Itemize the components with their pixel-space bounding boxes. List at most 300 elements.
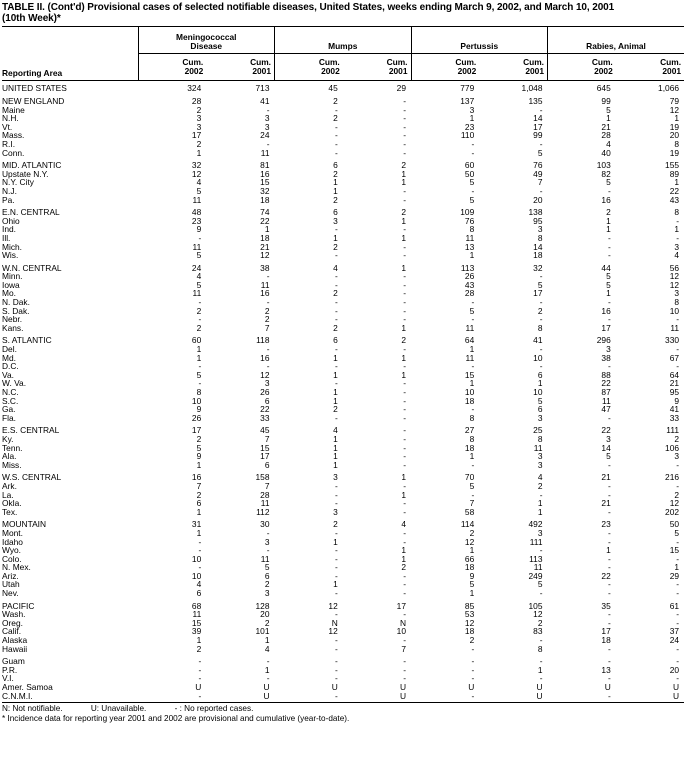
table-cell: - xyxy=(676,536,680,547)
table-cell: 4 xyxy=(537,472,543,483)
table-cell: 41 xyxy=(260,96,270,106)
table-cell: 12 xyxy=(669,279,680,290)
table-cell: 138 xyxy=(528,207,543,218)
table-cell: 15 xyxy=(669,545,680,556)
reporting-area-name: MID. ATLANTIC xyxy=(2,160,62,171)
table-cell: - xyxy=(539,656,543,667)
table-row xyxy=(2,692,684,703)
table-cell: 22 xyxy=(669,185,680,196)
table-cell: - xyxy=(334,480,338,491)
reporting-area-name: Ga. xyxy=(2,404,16,415)
table-cell: 1 xyxy=(674,177,680,188)
table-cell: 10 xyxy=(533,387,543,397)
reporting-area-name: N.Y. City xyxy=(2,177,34,188)
table-cell: 53 xyxy=(464,609,475,620)
table-row xyxy=(2,546,684,555)
table-cell: 1,048 xyxy=(521,82,543,93)
table-row xyxy=(2,482,684,491)
table-cell: - xyxy=(607,643,611,654)
table-cell: - xyxy=(403,673,406,684)
reporting-area-name: Mich. xyxy=(2,241,23,252)
table-cell: 4 xyxy=(264,643,270,654)
table-cell: 15 xyxy=(464,369,475,380)
reporting-area-name: MOUNTAIN xyxy=(2,519,47,530)
table-cell: 110 xyxy=(460,130,475,141)
table-cell: 1 xyxy=(196,147,202,158)
subheader-cum-2002: Cum. 2002 xyxy=(138,54,206,81)
table-cell: - xyxy=(334,412,338,423)
table-cell: 5 xyxy=(606,177,611,188)
table-cell: 5 xyxy=(196,250,202,261)
table-cell: 3 xyxy=(537,412,543,423)
table-cell: 1 xyxy=(196,635,202,646)
table-row xyxy=(2,260,684,273)
table-cell: 113 xyxy=(460,262,475,273)
table-cell: 2 xyxy=(196,433,202,444)
table-cell: - xyxy=(334,305,338,316)
table-cell: 70 xyxy=(464,472,475,483)
table-cell: 1 xyxy=(333,395,338,406)
table-cell: 5 xyxy=(469,177,475,188)
reporting-area-name: Fla. xyxy=(2,412,16,423)
table-cell: 39 xyxy=(191,626,202,637)
table-cell: 21 xyxy=(601,498,611,509)
table-cell: 17 xyxy=(601,626,611,637)
group-header-meningococcal: Meningococcal Disease xyxy=(138,27,275,54)
table-cell: - xyxy=(471,489,475,500)
table-cell: - xyxy=(607,562,611,573)
table-cell: 17 xyxy=(533,121,543,132)
table-cell: 11 xyxy=(602,395,611,406)
table-cell: U xyxy=(263,682,270,692)
table-cell: 1 xyxy=(333,185,338,196)
reporting-area-name: Minn. xyxy=(2,271,23,282)
table-cell: - xyxy=(676,643,680,654)
table-cell: 2 xyxy=(196,643,202,654)
table-cell: 9 xyxy=(196,224,202,235)
table-cell: 6 xyxy=(333,207,338,218)
table-row xyxy=(2,106,684,115)
table-cell: 2 xyxy=(674,489,680,500)
table-cell: 101 xyxy=(255,626,270,637)
table-cell: - xyxy=(607,506,611,517)
table-cell: - xyxy=(676,314,680,325)
reporting-area-name: Md. xyxy=(2,352,16,363)
table-cell: 23 xyxy=(191,215,202,226)
table-cell: U xyxy=(479,692,547,703)
table-cell: 60 xyxy=(464,160,475,171)
table-cell: 19 xyxy=(669,147,680,158)
table-cell: - xyxy=(403,147,406,158)
table-cell: 3 xyxy=(537,459,543,470)
table-cell: N xyxy=(331,617,338,628)
legend-n: N: Not notifiable. xyxy=(2,704,63,714)
table-cell: 4 xyxy=(606,138,611,149)
table-row xyxy=(2,491,684,500)
table-cell: - xyxy=(471,185,475,196)
table-row xyxy=(2,131,684,140)
table-cell: - xyxy=(607,250,611,261)
table-cell: - xyxy=(334,224,338,235)
table-cell: - xyxy=(403,121,406,132)
table-cell: 1 xyxy=(333,433,338,444)
table-cell: 3 xyxy=(606,344,611,355)
table-cell: - xyxy=(403,451,406,462)
table-cell: - xyxy=(403,241,406,252)
table-cell: - xyxy=(471,664,475,675)
table-cell: - xyxy=(334,250,338,261)
table-row xyxy=(2,170,684,179)
table-cell: - xyxy=(334,147,338,158)
table-cell: 5 xyxy=(196,442,202,453)
table-cell: 8 xyxy=(674,207,680,218)
table-cell: 8 xyxy=(537,232,543,243)
reporting-area-name: Mass. xyxy=(2,130,25,141)
table-cell: 1 xyxy=(196,459,202,470)
table-cell: - xyxy=(539,489,543,500)
table-cell: - xyxy=(539,588,543,599)
table-cell: - xyxy=(607,656,611,667)
table-cell: 18 xyxy=(464,442,475,453)
table-cell: 2 xyxy=(537,617,543,628)
table-cell: - xyxy=(471,297,475,308)
table-cell: 82 xyxy=(601,168,611,179)
table-cell: 37 xyxy=(669,626,680,637)
table-cell: - xyxy=(403,271,406,282)
table-cell: - xyxy=(607,241,611,252)
table-cell: - xyxy=(403,570,406,581)
table-cell: 1 xyxy=(469,545,475,556)
table-row xyxy=(2,645,684,654)
disease-table xyxy=(2,26,684,703)
table-cell: - xyxy=(471,361,475,372)
table-cell: 22 xyxy=(601,570,611,581)
table-cell: - xyxy=(334,664,338,675)
table-row xyxy=(2,140,684,149)
table-cell: 12 xyxy=(464,536,475,547)
table-title-line1: TABLE II. (Cont'd) Provisional cases of selected notifiable diseases, United States, weeks ending March 9, 2002, and March 10, 2001 xyxy=(2,2,615,13)
table-cell: - xyxy=(198,314,202,325)
table-cell: 5 xyxy=(469,579,475,590)
table-cell: 11 xyxy=(533,562,543,573)
table-cell: - xyxy=(198,361,202,372)
table-cell: 76 xyxy=(464,215,475,226)
reporting-area-name: UNITED STATES xyxy=(2,82,67,93)
table-cell: 155 xyxy=(665,160,680,171)
table-cell: 11 xyxy=(533,442,543,453)
table-cell: - xyxy=(334,643,338,654)
table-cell: 1 xyxy=(401,489,406,500)
table-cell: - xyxy=(334,361,338,372)
table-cell: 95 xyxy=(533,215,543,226)
table-cell: 21 xyxy=(601,121,611,132)
table-cell: - xyxy=(403,404,406,415)
table-cell: U xyxy=(604,682,611,692)
reporting-area-name: Ala. xyxy=(2,451,17,462)
table-cell: 20 xyxy=(260,609,270,620)
table-cell: 23 xyxy=(464,121,475,132)
table-cell: 12 xyxy=(328,600,338,611)
table-cell: 6 xyxy=(264,459,270,470)
reporting-area-name: Ill. xyxy=(2,232,11,243)
table-row xyxy=(2,345,684,354)
table-cell: 21 xyxy=(669,378,680,389)
table-cell: 3 xyxy=(537,224,543,235)
table-cell: 4 xyxy=(333,262,338,273)
table-cell: 16 xyxy=(601,194,611,205)
table-cell: - xyxy=(607,609,611,620)
table-cell: - xyxy=(607,412,611,423)
table-cell: 2 xyxy=(469,635,475,646)
table-cell: - xyxy=(539,104,543,115)
table-cell: 645 xyxy=(596,82,611,93)
reporting-area-name: PACIFIC xyxy=(2,600,35,611)
table-cell: 99 xyxy=(601,96,611,106)
table-cell: 112 xyxy=(256,506,270,517)
table-cell: 35 xyxy=(601,600,611,611)
table-cell: 14 xyxy=(533,113,543,124)
table-cell: - xyxy=(403,656,406,667)
table-cell: 12 xyxy=(669,104,680,115)
table-cell: - xyxy=(403,664,406,675)
table-cell: 26 xyxy=(464,271,475,282)
table-cell: 29 xyxy=(669,570,680,581)
table-cell: - xyxy=(539,673,543,684)
table-cell: - xyxy=(403,506,406,517)
table-cell: - xyxy=(198,297,202,308)
table-cell: 21 xyxy=(260,241,270,252)
table-cell: 22 xyxy=(601,425,611,436)
subheader-cum-2002: Cum. 2002 xyxy=(275,54,343,81)
footnotes xyxy=(2,703,684,723)
table-cell: 31 xyxy=(191,519,202,530)
reporting-area-name: Idaho xyxy=(2,536,23,547)
reporting-area-name: Del. xyxy=(2,344,17,355)
table-cell: 3 xyxy=(333,506,338,517)
table-row xyxy=(2,555,684,564)
group-header-pertussis: Pertussis xyxy=(411,27,548,54)
table-cell: 74 xyxy=(260,207,270,218)
table-cell: - xyxy=(676,579,680,590)
table-cell: - xyxy=(403,297,406,308)
reporting-area-name: Va. xyxy=(2,369,14,380)
reporting-area-name: E.S. CENTRAL xyxy=(2,425,60,436)
reporting-area-name: Pa. xyxy=(2,194,15,205)
table-cell: 1 xyxy=(401,545,406,556)
table-cell: 24 xyxy=(191,262,202,273)
table-cell: 1 xyxy=(606,545,611,556)
table-cell: 9 xyxy=(674,395,680,406)
table-cell: 43 xyxy=(669,194,680,205)
reporting-area-name: N. Dak. xyxy=(2,297,30,308)
table-cell: 43 xyxy=(464,279,475,290)
table-cell: - xyxy=(607,459,611,470)
table-cell: 3 xyxy=(264,588,270,599)
table-cell: - xyxy=(403,459,406,470)
table-cell: - xyxy=(676,480,680,491)
table-cell: 29 xyxy=(396,82,406,93)
group-header-mumps: Mumps xyxy=(275,27,412,54)
reporting-area-name: Miss. xyxy=(2,459,22,470)
table-cell: - xyxy=(676,609,680,620)
reporting-area-name: Ky. xyxy=(2,433,14,444)
table-cell: - xyxy=(471,138,475,149)
table-cell: 1 xyxy=(469,378,475,389)
table-cell: 5 xyxy=(537,279,543,290)
table-cell: - xyxy=(403,579,406,590)
table-cell: - xyxy=(471,673,475,684)
table-cell: - xyxy=(471,656,475,667)
table-row xyxy=(2,405,684,414)
table-cell: 10 xyxy=(464,387,475,397)
table-cell: 9 xyxy=(196,404,202,415)
table-cell: - xyxy=(411,692,479,703)
table-cell: - xyxy=(403,104,406,115)
table-cell: 8 xyxy=(537,433,543,444)
table-cell: 103 xyxy=(596,160,611,171)
table-cell: 20 xyxy=(669,130,680,141)
table-cell: - xyxy=(403,378,406,389)
table-cell: - xyxy=(334,121,338,132)
table-cell: - xyxy=(334,130,338,141)
table-cell: 2 xyxy=(674,433,680,444)
table-cell: 3 xyxy=(264,536,270,547)
table-cell: - xyxy=(607,185,611,196)
table-cell: U xyxy=(195,682,202,692)
reporting-area-name: Vt. xyxy=(2,121,13,132)
table-cell: 26 xyxy=(191,412,202,423)
table-cell: 32 xyxy=(533,262,543,273)
table-cell: - xyxy=(334,314,338,325)
table-cell: - xyxy=(403,433,406,444)
table-cell: 12 xyxy=(191,168,202,179)
subheader-cum-2001: Cum. 2001 xyxy=(479,54,547,81)
table-cell: 50 xyxy=(464,168,475,179)
table-row xyxy=(2,81,684,94)
table-cell: - xyxy=(403,361,406,372)
table-cell: U xyxy=(206,692,274,703)
table-row xyxy=(2,683,684,692)
table-cell: 2 xyxy=(333,113,338,124)
table-cell: 2 xyxy=(469,527,475,538)
table-cell: - xyxy=(198,232,202,243)
table-cell: 1 xyxy=(401,352,406,363)
table-row xyxy=(2,149,684,158)
table-cell: 3 xyxy=(333,472,338,483)
table-cell: 5 xyxy=(264,562,270,573)
reporting-area-name: Oreg. xyxy=(2,617,23,628)
table-cell: 10 xyxy=(191,570,202,581)
table-cell: 6 xyxy=(333,160,338,171)
table-cell: - xyxy=(334,562,338,573)
table-row xyxy=(2,354,684,363)
table-row xyxy=(2,516,684,529)
table-cell: 28 xyxy=(464,288,475,299)
table-cell: 14 xyxy=(533,241,543,252)
table-cell: 1 xyxy=(333,232,338,243)
table-cell: 1 xyxy=(196,352,202,363)
table-cell: - xyxy=(198,673,202,684)
reporting-area-name: C.N.M.I. xyxy=(2,692,138,703)
table-cell: - xyxy=(334,344,338,355)
table-row xyxy=(2,225,684,234)
table-cell: 5 xyxy=(469,194,475,205)
table-row xyxy=(2,93,684,106)
reporting-area-name: Ark. xyxy=(2,480,17,491)
table-row xyxy=(2,538,684,547)
reporting-area-name: Kans. xyxy=(2,322,24,333)
table-row xyxy=(2,362,684,371)
table-cell: 68 xyxy=(191,600,202,611)
reporting-area-name: W.N. CENTRAL xyxy=(2,262,62,273)
table-cell: 49 xyxy=(533,168,543,179)
table-row xyxy=(2,123,684,132)
table-cell: 2 xyxy=(333,322,338,333)
table-cell: - xyxy=(607,553,611,564)
table-cell: - xyxy=(676,361,680,372)
table-cell: 2 xyxy=(264,617,270,628)
reporting-area-name: N.C. xyxy=(2,387,19,397)
table-cell: 18 xyxy=(464,395,475,406)
table-row xyxy=(2,272,684,281)
table-cell: 88 xyxy=(601,369,611,380)
table-row xyxy=(2,529,684,538)
table-cell: 18 xyxy=(464,562,475,573)
table-cell: 1 xyxy=(196,344,202,355)
table-cell: 3 xyxy=(469,104,475,115)
table-cell: 5 xyxy=(606,279,611,290)
table-cell: 4 xyxy=(196,177,202,188)
table-cell: 1,066 xyxy=(658,82,680,93)
subheader-cum-2001: Cum. 2001 xyxy=(206,54,274,81)
reporting-area-name: La. xyxy=(2,489,14,500)
reporting-area-name: R.I. xyxy=(2,138,16,149)
table-cell: 16 xyxy=(260,168,270,179)
table-cell: 9 xyxy=(196,451,202,462)
table-row xyxy=(2,289,684,298)
table-cell: 8 xyxy=(469,412,475,423)
table-cell: 18 xyxy=(464,626,475,637)
table-cell: 8 xyxy=(196,387,202,397)
table-cell: 109 xyxy=(460,207,475,218)
table-cell: 50 xyxy=(669,519,680,530)
table-cell: 1 xyxy=(537,378,543,389)
table-cell: 158 xyxy=(255,472,270,483)
table-cell: 1 xyxy=(401,177,406,188)
table-cell: 1 xyxy=(333,459,338,470)
table-cell: 1 xyxy=(333,442,338,453)
table-cell: - xyxy=(607,314,611,325)
table-cell: 7 xyxy=(264,322,270,333)
table-cell: 7 xyxy=(264,480,270,491)
table-cell: - xyxy=(334,656,338,667)
table-cell: 324 xyxy=(187,82,202,93)
table-cell: 1 xyxy=(401,232,406,243)
table-cell: 1 xyxy=(333,177,338,188)
table-cell: - xyxy=(266,138,270,149)
table-cell: - xyxy=(607,536,611,547)
table-row xyxy=(2,619,684,628)
table-cell: 28 xyxy=(601,130,611,141)
table-cell: - xyxy=(198,545,202,556)
table-cell: 85 xyxy=(464,600,475,611)
table-cell: 13 xyxy=(601,664,611,675)
table-cell: - xyxy=(266,297,270,308)
table-cell: 10 xyxy=(191,395,202,406)
reporting-area-name: Alaska xyxy=(2,635,28,646)
table-cell: - xyxy=(676,656,680,667)
table-cell: 11 xyxy=(465,352,475,363)
